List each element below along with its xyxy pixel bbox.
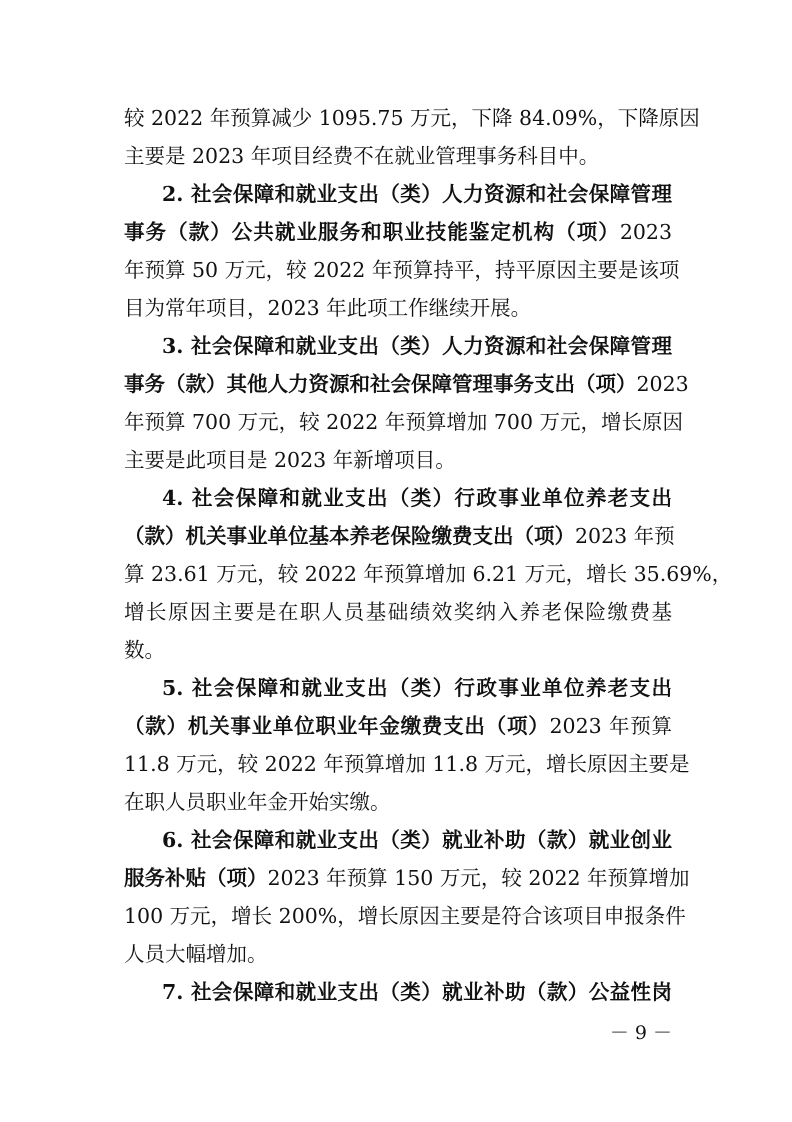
item-heading-line: 7. 社会保障和就业支出（类）就业补助（款）公益性岗 <box>162 980 672 1004</box>
item-heading-line: 6. 社会保障和就业支出（类）就业补助（款）就业创业 <box>162 828 672 852</box>
item-heading-line: （款）机关事业单位职业年金缴费支出（项）2023 年预算 <box>124 714 673 738</box>
body-line: 人员大幅增加。 <box>124 942 268 966</box>
body-line: 在职人员职业年金开始实缴。 <box>124 790 391 814</box>
body-line: 目为常年项目，2023 年此项工作继续开展。 <box>124 296 532 320</box>
body-line: 主要是此项目是 2023 年新增项目。 <box>124 448 456 472</box>
body-line: 算 23.61 万元，较 2022 年预算增加 6.21 万元，增长 35.69%， <box>124 562 733 586</box>
body-line: 年预算 700 万元，较 2022 年预算增加 700 万元，增长原因 <box>124 410 684 434</box>
body-line: 增长原因主要是在职人员基础绩效奖纳入养老保险缴费基 <box>124 600 672 624</box>
body-line: 11.8 万元，较 2022 年预算增加 11.8 万元，增长原因主要是 <box>124 752 690 776</box>
item-heading-line: 事务（款）公共就业服务和职业技能鉴定机构（项）2023 <box>124 220 672 244</box>
body-line: 主要是 2023 年项目经费不在就业管理事务科目中。 <box>124 144 600 168</box>
item-heading-line: 3. 社会保障和就业支出（类）人力资源和社会保障管理 <box>162 334 672 358</box>
page-number: － 9 － <box>609 1022 672 1044</box>
item-heading-line: 5. 社会保障和就业支出（类）行政事业单位养老支出 <box>162 676 672 700</box>
item-heading-line: （款）机关事业单位基本养老保险缴费支出（项）2023 年预 <box>124 524 675 548</box>
body-line: 数。 <box>124 638 165 662</box>
item-heading-line: 4. 社会保障和就业支出（类）行政事业单位养老支出 <box>162 486 672 510</box>
item-heading-line: 2. 社会保障和就业支出（类）人力资源和社会保障管理 <box>162 182 672 206</box>
body-line: 较 2022 年预算减少 1095.75 万元，下降 84.09%，下降原因 <box>124 106 700 130</box>
item-heading-line: 事务（款）其他人力资源和社会保障管理事务支出（项）2023 <box>124 372 689 396</box>
item-heading-line: 服务补贴（项）2023 年预算 150 万元，较 2022 年预算增加 <box>124 866 690 890</box>
body-line: 100 万元，增长 200%，增长原因主要是符合该项目申报条件 <box>124 904 686 928</box>
body-line: 年预算 50 万元，较 2022 年预算持平，持平原因主要是该项 <box>124 258 680 282</box>
